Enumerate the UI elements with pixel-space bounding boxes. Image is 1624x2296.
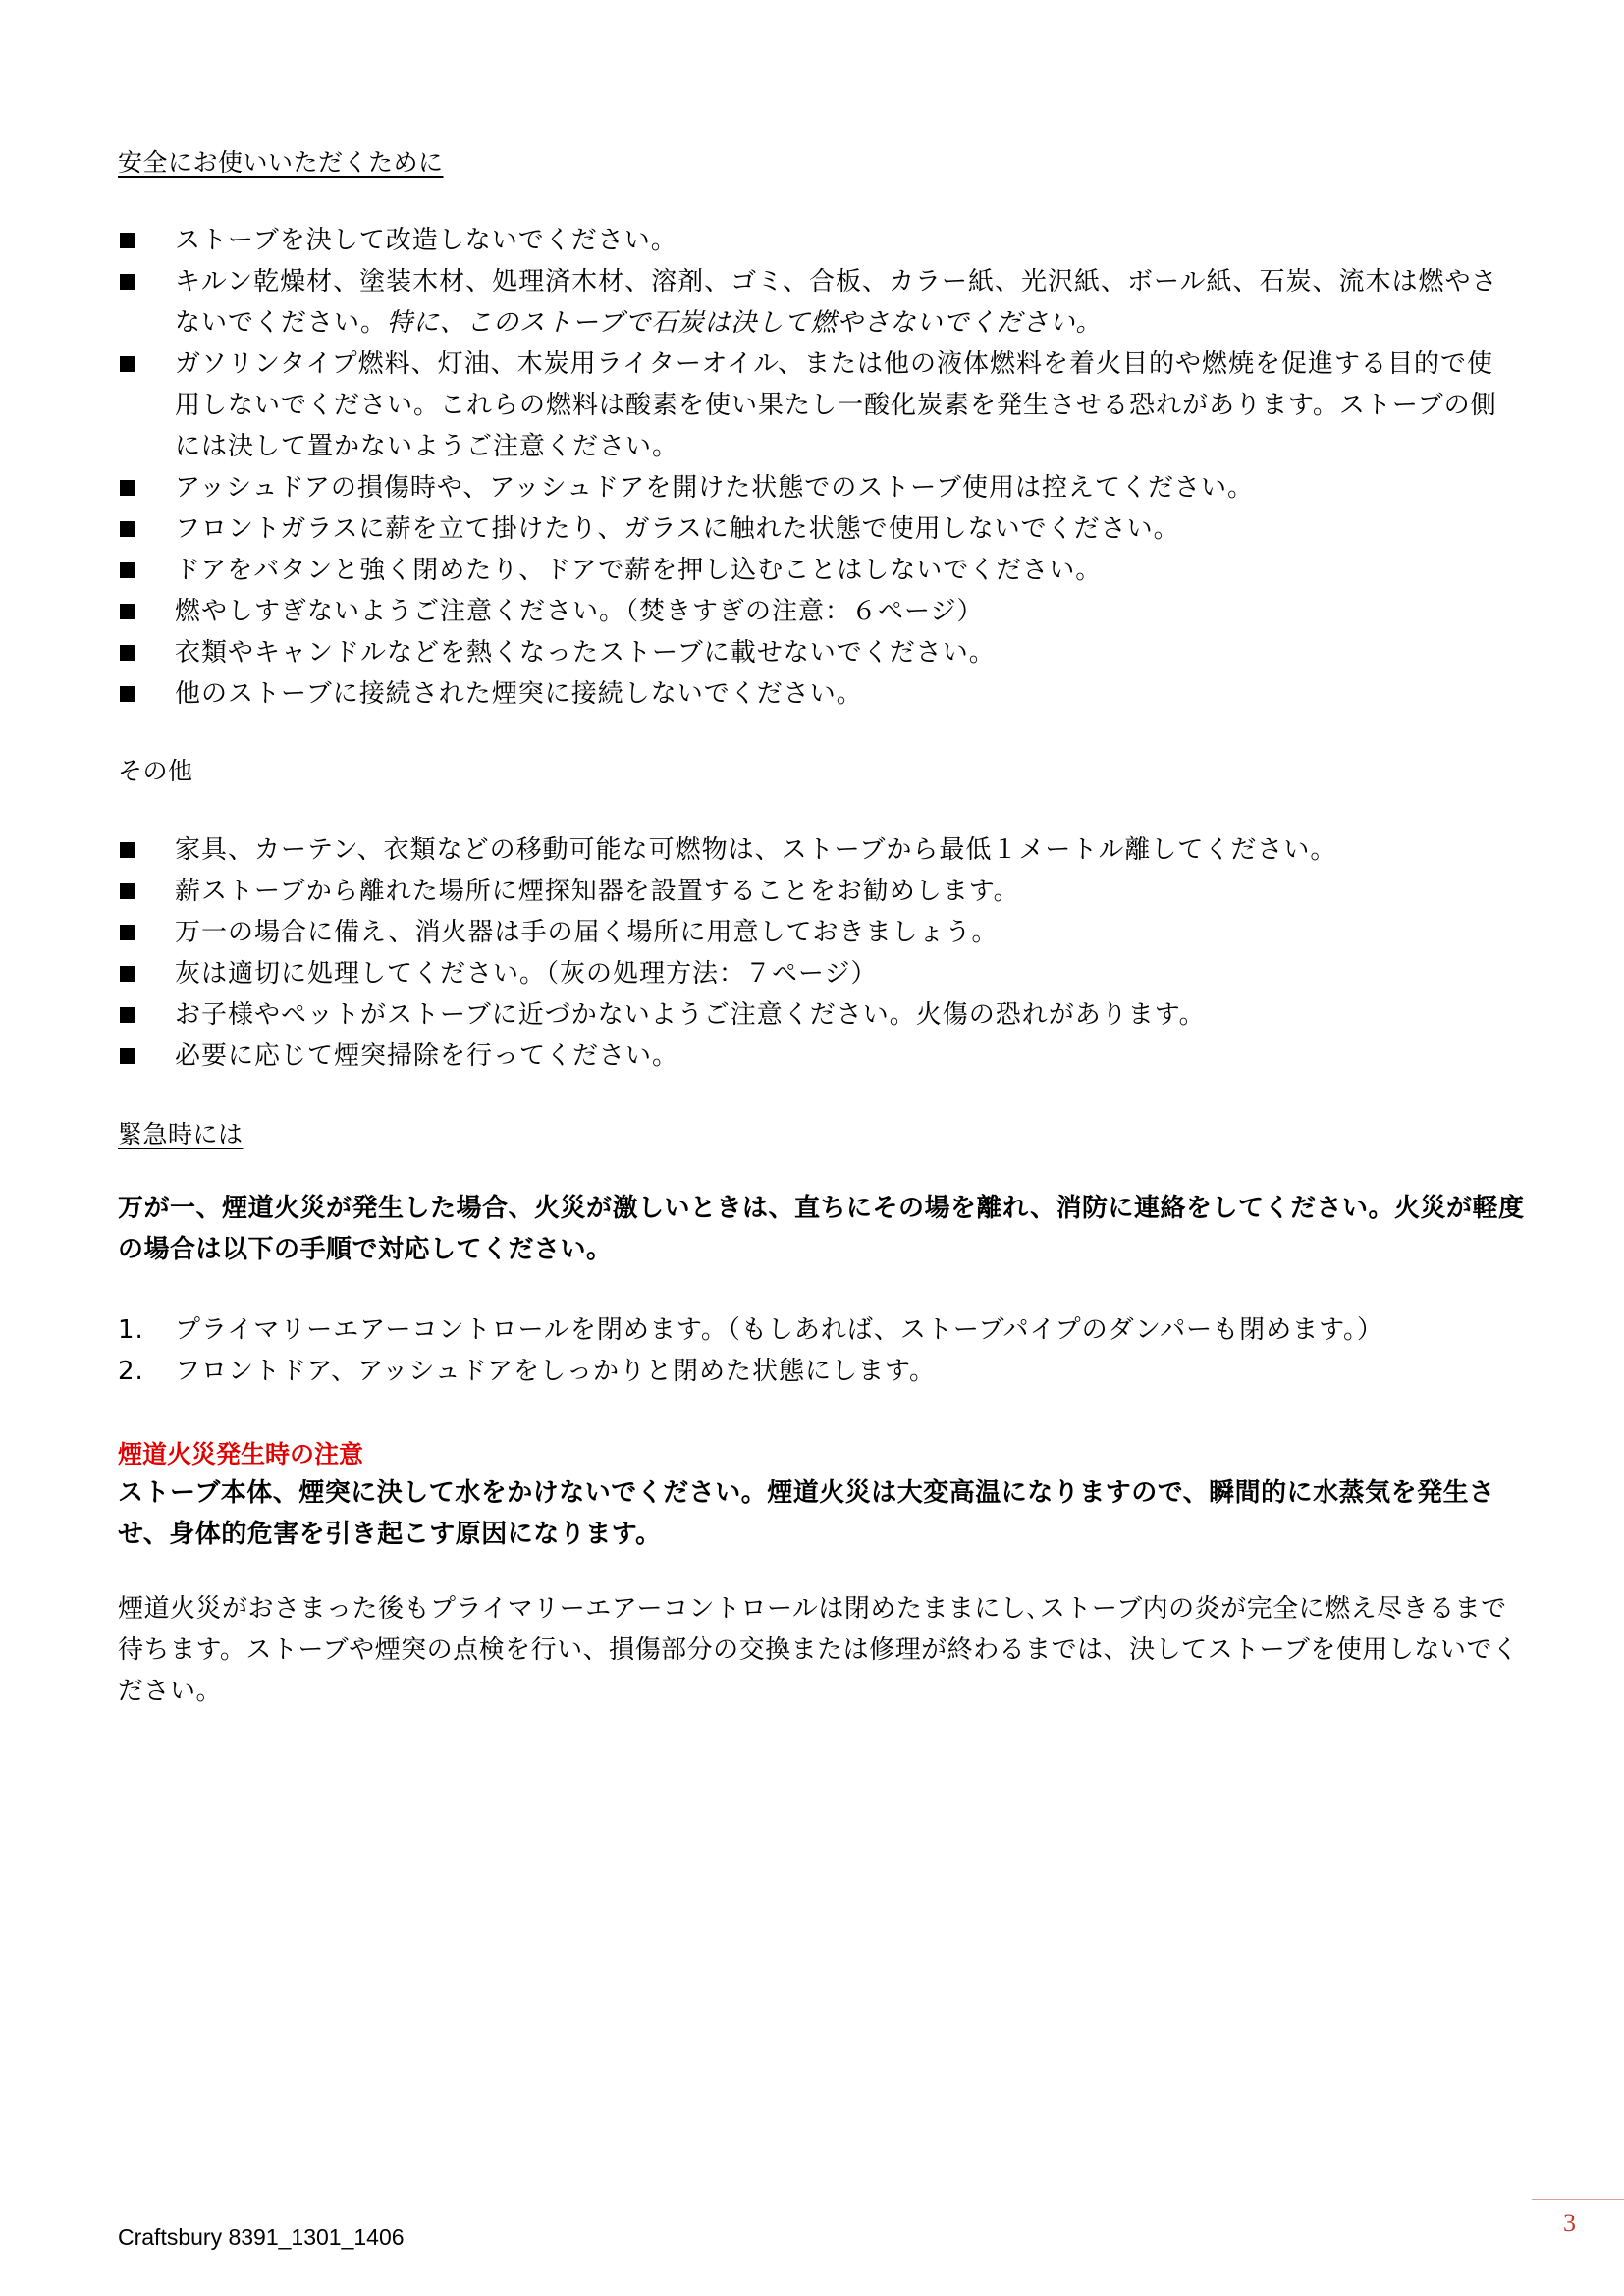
list-item: フロントガラスに薪を立て掛けたり、ガラスに触れた状態で使用しないでください。 bbox=[118, 508, 1512, 550]
square-bullet-icon bbox=[120, 1007, 135, 1023]
square-bullet-icon bbox=[120, 356, 135, 372]
list-item: キルン乾燥材、塗装木材、処理済木材、溶剤、ゴミ、合板、カラー紙、光沢紙、ボール紙、石炭、流木は燃やさないでください。特に、このストーブで石炭は決して燃やさないでください。 bbox=[118, 261, 1512, 344]
emergency-steps bbox=[118, 1309, 1532, 1392]
square-bullet-icon bbox=[120, 604, 135, 619]
safety-list bbox=[118, 220, 1512, 715]
page-number-rule bbox=[1532, 2199, 1624, 2200]
chimney-fire-heading: 煙道火災発生時の注意 bbox=[118, 1440, 364, 1468]
chimney-fire-warning: ストーブ本体、煙突に決して水をかけないでください。煙道火災は大変高温になりますので、瞬間的に水蒸気を発生させ、身体的危害を引き起こす原因になります。 bbox=[118, 1478, 1495, 1549]
list-item: 衣類やキャンドルなどを熱くなったストーブに載せないでください。 bbox=[118, 632, 1512, 673]
list-item: 薪ストーブから離れた場所に煙探知器を設置することをお勧めします。 bbox=[118, 871, 1512, 912]
square-bullet-icon bbox=[120, 480, 135, 496]
list-item: 家具、カーテン、衣類などの移動可能な可燃物は、ストーブから最低１メートル離してください。 bbox=[118, 829, 1512, 871]
square-bullet-icon bbox=[120, 521, 135, 537]
step-number: 2. bbox=[118, 1357, 144, 1386]
emergency-heading: 緊急時には bbox=[118, 1120, 244, 1148]
square-bullet-icon bbox=[120, 645, 135, 661]
list-item: アッシュドアの損傷時や、アッシュドアを開けた状態でのストーブ使用は控えてください。 bbox=[118, 467, 1512, 508]
square-bullet-icon bbox=[120, 562, 135, 578]
step-text: フロントドア、アッシュドアをしっかりと閉めた状態にします。 bbox=[175, 1357, 936, 1386]
list-item: ドアをバタンと強く閉めたり、ドアで薪を押し込むことはしないでください。 bbox=[118, 550, 1512, 591]
list-item: お子様やペットがストーブに近づかないようご注意ください。火傷の恐れがあります。 bbox=[118, 994, 1512, 1036]
square-bullet-icon bbox=[120, 274, 135, 290]
document-id: Craftsbury 8391_1301_1406 bbox=[118, 2224, 405, 2250]
other-heading: その他 bbox=[118, 757, 193, 785]
list-item: 万一の場合に備え、消火器は手の届く場所に用意しておきましょう。 bbox=[118, 912, 1512, 953]
list-item: ガソリンタイプ燃料、灯油、木炭用ライターオイル、または他の液体燃料を着火目的や燃焼を促進する目的で使用しないでください。これらの燃料は酸素を使い果たし一酸化炭素を発生させる恐れがあります。ストーブの側には決して置かないようご注意ください。 bbox=[118, 344, 1512, 467]
step-item bbox=[118, 1351, 1532, 1392]
square-bullet-icon bbox=[120, 1048, 135, 1064]
list-item: 他のストーブに接続された煙突に接続しないでください。 bbox=[118, 673, 1512, 715]
coal-warning-italic: 特に、このストーブで石炭は決して燃やさないでください。 bbox=[387, 308, 1103, 338]
other-list bbox=[118, 829, 1512, 1077]
safety-heading: 安全にお使いいただくために bbox=[118, 148, 444, 177]
list-item: 必要に応じて煙突掃除を行ってください。 bbox=[118, 1036, 1512, 1077]
square-bullet-icon bbox=[120, 686, 135, 702]
page-number: 3 bbox=[1563, 2209, 1576, 2237]
list-item: 燃やしすぎないようご注意ください。（焚きすぎの注意：６ページ） bbox=[118, 591, 1512, 632]
square-bullet-icon bbox=[120, 842, 135, 858]
square-bullet-icon bbox=[120, 966, 135, 982]
step-number: 1. bbox=[118, 1315, 144, 1345]
emergency-intro: 万が一、煙道火災が発生した場合、火災が激しいときは、直ちにその場を離れ、消防に連絡をしてください。火災が軽度の場合は以下の手順で対応してください。 bbox=[118, 1194, 1525, 1264]
square-bullet-icon bbox=[120, 233, 135, 248]
list-item: 灰は適切に処理してください。（灰の処理方法：７ページ） bbox=[118, 953, 1512, 994]
square-bullet-icon bbox=[120, 883, 135, 899]
step-item bbox=[118, 1309, 1532, 1351]
square-bullet-icon bbox=[120, 925, 135, 940]
list-item: ストーブを決して改造しないでください。 bbox=[118, 220, 1512, 261]
chimney-fire-after: 煙道火災がおさまった後もプライマリーエアーコントロールは閉めたままにし､ストーブ内の炎が完全に燃え尽きるまで待ちます。ストーブや煙突の点検を行い、損傷部分の交換または修理が終わるまでは、決してストーブを使用しないでください。 bbox=[118, 1594, 1519, 1706]
step-text: プライマリーエアーコントロールを閉めます。（もしあれば、ストーブパイプのダンパーも閉めます。） bbox=[175, 1315, 1384, 1345]
